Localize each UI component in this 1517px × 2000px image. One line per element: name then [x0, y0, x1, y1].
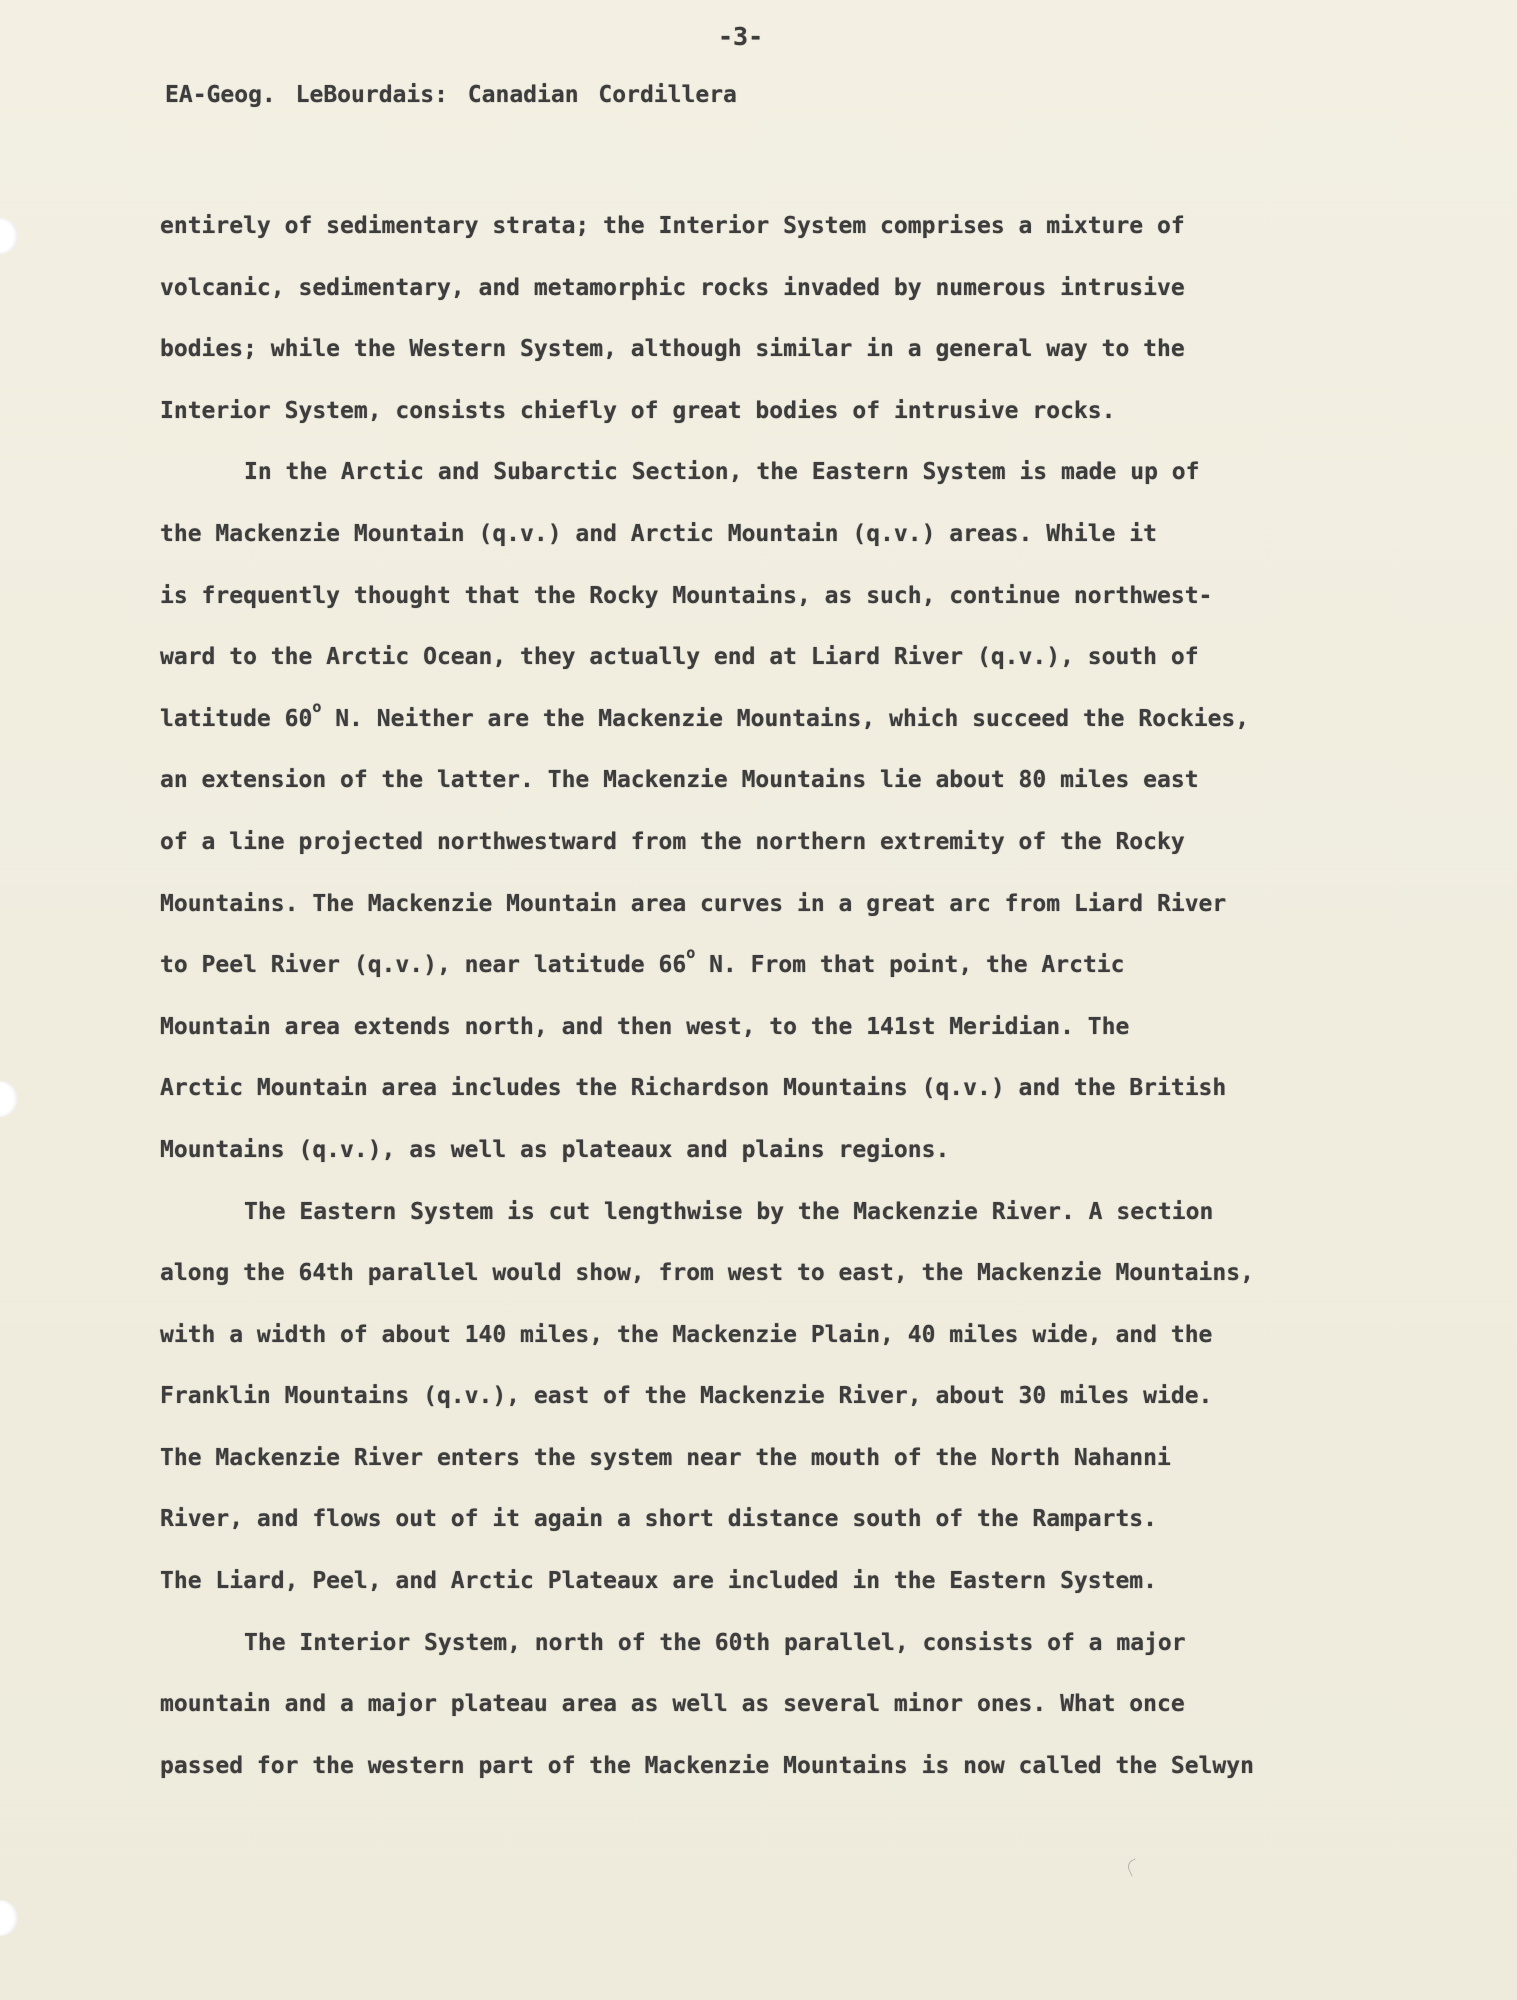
- body-text: [160, 196, 1254, 1797]
- text-line: bodies; while the Western System, although similar in a general way to the: [160, 336, 1185, 363]
- text-segment: N. From that point, the Arctic: [695, 952, 1125, 979]
- binder-hole: [0, 218, 18, 254]
- text-segment: latitude 60: [160, 705, 313, 732]
- degree-sign: o: [312, 697, 322, 716]
- text-segment: N. Neither are the Mackenzie Mountains, which succeed the Rockies,: [321, 705, 1250, 732]
- degree-sign: o: [686, 944, 696, 963]
- text-line: Mountain area extends north, and then west, to the 141st Meridian. The: [160, 1013, 1130, 1040]
- pencil-mark: [1125, 1858, 1141, 1876]
- text-line-with-degree: [160, 935, 1254, 997]
- text-line: is frequently thought that the Rocky Mountains, as such, continue northwest-: [160, 582, 1213, 609]
- paragraph-start-line: The Interior System, north of the 60th parallel, consists of a major: [244, 1629, 1186, 1656]
- text-line: along the 64th parallel would show, from west to east, the Mackenzie Mountains,: [160, 1260, 1254, 1287]
- text-line: an extension of the latter. The Mackenzie Mountains lie about 80 miles east: [160, 767, 1199, 794]
- text-line: Franklin Mountains (q.v.), east of the Mackenzie River, about 30 miles wide.: [160, 1383, 1213, 1410]
- text-line: Mountains (q.v.), as well as plateaux and plains regions.: [160, 1136, 950, 1163]
- text-line: The Liard, Peel, and Arctic Plateaux are included in the Eastern System.: [160, 1568, 1157, 1595]
- binder-hole: [0, 1900, 18, 1936]
- text-line: Mountains. The Mackenzie Mountain area curves in a great arc from Liard River: [160, 890, 1227, 917]
- text-line: of a line projected northwestward from the northern extremity of the Rocky: [160, 828, 1185, 855]
- text-line-with-degree: [160, 689, 1254, 751]
- text-line: ward to the Arctic Ocean, they actually end at Liard River (q.v.), south of: [160, 644, 1199, 671]
- paragraph-start-line: In the Arctic and Subarctic Section, the Eastern System is made up of: [244, 459, 1200, 486]
- running-head: EA-Geog. LeBourdais: Canadian Cordillera: [165, 82, 737, 108]
- text-segment: to Peel River (q.v.), near latitude 66: [160, 952, 687, 979]
- text-line: entirely of sedimentary strata; the Interior System comprises a mixture of: [160, 213, 1185, 239]
- text-line: The Mackenzie River enters the system near the mouth of the North Nahanni: [160, 1444, 1171, 1471]
- text-line: passed for the western part of the Mackenzie Mountains is now called the Selwyn: [160, 1752, 1254, 1779]
- text-line: the Mackenzie Mountain (q.v.) and Arctic Mountain (q.v.) areas. While it: [160, 520, 1157, 547]
- text-line: River, and flows out of it again a short distance south of the Ramparts.: [160, 1506, 1157, 1533]
- text-line: Arctic Mountain area includes the Richardson Mountains (q.v.) and the British: [160, 1075, 1227, 1102]
- text-line: Interior System, consists chiefly of great bodies of intrusive rocks.: [160, 397, 1116, 424]
- text-line: volcanic, sedimentary, and metamorphic rocks invaded by numerous intrusive: [160, 274, 1185, 301]
- text-line: with a width of about 140 miles, the Mackenzie Plain, 40 miles wide, and the: [160, 1321, 1213, 1348]
- binder-hole: [0, 1081, 18, 1117]
- paragraph-start-line: The Eastern System is cut lengthwise by the Mackenzie River. A section: [244, 1198, 1214, 1225]
- text-line: mountain and a major plateau area as well as several minor ones. What once: [160, 1691, 1185, 1718]
- page-number: -3-: [718, 22, 764, 51]
